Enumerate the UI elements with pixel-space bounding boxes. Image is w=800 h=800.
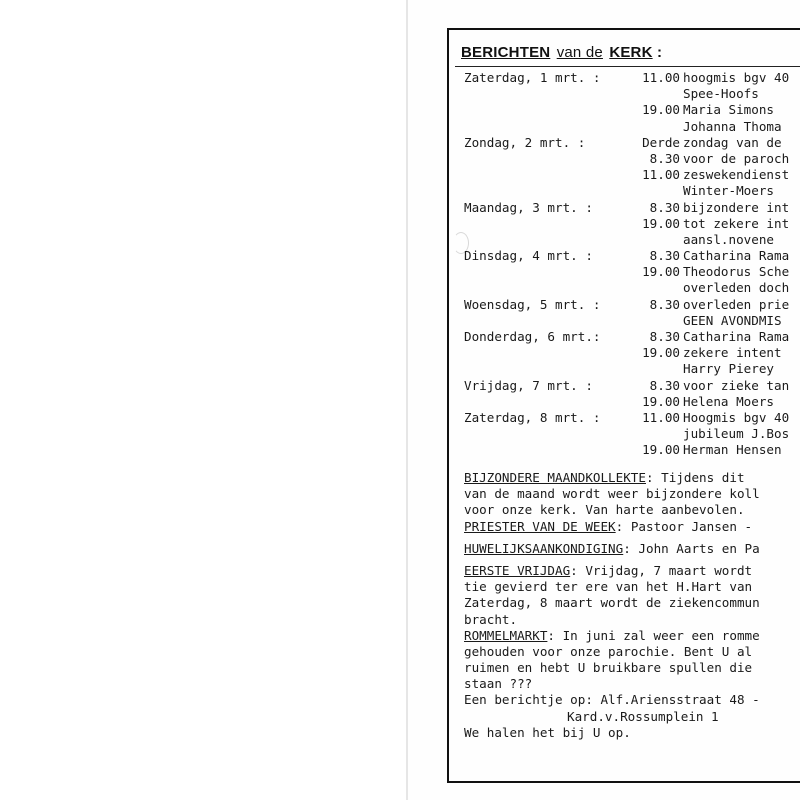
schedule-text: zondag van de bbox=[683, 134, 782, 150]
notice-huwelijk: HUWELIJKSAANKONDIGING: John Aarts en Pa bbox=[464, 540, 760, 556]
schedule-day: Zaterdag, 1 mrt. : bbox=[464, 70, 601, 85]
heading-van-de: van de bbox=[556, 44, 603, 61]
schedule-text: GEEN AVONDMIS bbox=[683, 312, 782, 328]
schedule-day: Woensdag, 5 mrt. : bbox=[464, 296, 601, 312]
schedule-text: zeswekendienst bbox=[683, 167, 790, 183]
notice-line: gehouden voor onze parochie. Bent U al bbox=[464, 643, 753, 659]
schedule-time: 19.00 bbox=[642, 264, 680, 280]
schedule-time: 11.00 bbox=[642, 167, 680, 183]
schedule-text: Winter-Moers bbox=[683, 183, 774, 199]
notices bbox=[464, 470, 760, 741]
schedule-day: Maandag, 3 mrt. : bbox=[464, 199, 593, 215]
schedule-text: jubileum J.Bos bbox=[683, 426, 790, 442]
schedule-day: Zaterdag, 8 mrt. : bbox=[464, 409, 601, 425]
notice-line: staan ??? bbox=[464, 676, 533, 692]
schedule-text: overleden prie bbox=[683, 296, 790, 312]
schedule-text: aansl.novene bbox=[683, 231, 774, 247]
schedule-text: hoogmis bgv 40 bbox=[683, 70, 790, 85]
notice-line: tie gevierd ter ere van het H.Hart van bbox=[464, 579, 753, 595]
schedule-time: 8.30 bbox=[649, 377, 680, 393]
schedule-text: tot zekere int bbox=[683, 215, 790, 231]
schedule-text: Harry Pierey bbox=[683, 361, 774, 377]
heading-rule bbox=[455, 66, 800, 67]
schedule-time: 8.30 bbox=[649, 248, 680, 264]
notice-priester: PRIESTER VAN DE WEEK: Pastoor Jansen - bbox=[464, 518, 753, 534]
schedule-text: Maria Simons bbox=[683, 102, 774, 118]
heading-kerk: KERK bbox=[609, 44, 653, 61]
notice-bericht-address: Kard.v.Rossumplein 1 bbox=[567, 708, 719, 724]
schedule-text: Spee-Hoofs bbox=[683, 86, 759, 102]
notice-line: Zaterdag, 8 maart wordt de ziekencommun bbox=[464, 595, 760, 611]
notice-line: ruimen en hebt U bruikbare spullen die bbox=[464, 660, 753, 676]
heading-berichten: BERICHTEN bbox=[461, 44, 551, 61]
schedule-time: 19.00 bbox=[642, 442, 680, 458]
schedule-text: zekere intent bbox=[683, 345, 782, 361]
notice-line: voor onze kerk. Van harte aanbevolen. bbox=[464, 502, 745, 518]
schedule-time: 19.00 bbox=[642, 102, 680, 118]
schedule-text: Johanna Thoma bbox=[683, 118, 782, 134]
schedule-time: 11.00 bbox=[642, 409, 680, 425]
schedule-time: Derde bbox=[642, 134, 680, 150]
schedule-text: bijzondere int bbox=[683, 199, 790, 215]
schedule-text: Catharina Rama bbox=[683, 248, 790, 264]
schedule-time: 19.00 bbox=[642, 393, 680, 409]
heading-colon: : bbox=[657, 44, 663, 61]
schedule-time: 8.30 bbox=[649, 150, 680, 166]
notice-line: van de maand wordt weer bijzondere koll bbox=[464, 486, 760, 502]
schedule-time: 8.30 bbox=[649, 199, 680, 215]
schedule-text: Hoogmis bgv 40 bbox=[683, 409, 790, 425]
schedule-time: 11.00 bbox=[642, 70, 680, 85]
notice-bericht: Een berichtje op: Alf.Ariensstraat 48 - bbox=[464, 692, 760, 708]
schedule-text: voor de paroch bbox=[683, 150, 790, 166]
schedule-day: Dinsdag, 4 mrt. : bbox=[464, 248, 593, 264]
notice-eerste-vrijdag: EERSTE VRIJDAG: Vrijdag, 7 maart wordt bbox=[464, 562, 753, 578]
schedule-text: Theodorus Sche bbox=[683, 264, 790, 280]
notice-maandkollekte: BIJZONDERE MAANDKOLLEKTE: Tijdens dit bbox=[464, 470, 745, 485]
schedule-day: Zondag, 2 mrt. : bbox=[464, 134, 586, 150]
schedule-text: Herman Hensen bbox=[683, 442, 782, 458]
bulletin-heading bbox=[461, 44, 662, 61]
schedule-time: 19.00 bbox=[642, 345, 680, 361]
schedule-time: 8.30 bbox=[649, 296, 680, 312]
schedule-text: Helena Moers bbox=[683, 393, 774, 409]
notice-line: bracht. bbox=[464, 611, 518, 627]
schedule-day: Donderdag, 6 mrt.: bbox=[464, 329, 601, 344]
schedule-time: 8.30 bbox=[649, 329, 680, 344]
schedule-text: overleden doch bbox=[683, 280, 790, 296]
schedule-text: voor zieke tan bbox=[683, 377, 790, 393]
schedule-day: Vrijdag, 7 mrt. : bbox=[464, 377, 593, 393]
notice-pickup: We halen het bij U op. bbox=[464, 724, 631, 740]
schedule-time: 19.00 bbox=[642, 215, 680, 231]
schedule-text: Catharina Rama bbox=[683, 329, 790, 344]
notice-rommelmarkt: ROMMELMARKT: In juni zal weer een romme bbox=[464, 627, 760, 643]
